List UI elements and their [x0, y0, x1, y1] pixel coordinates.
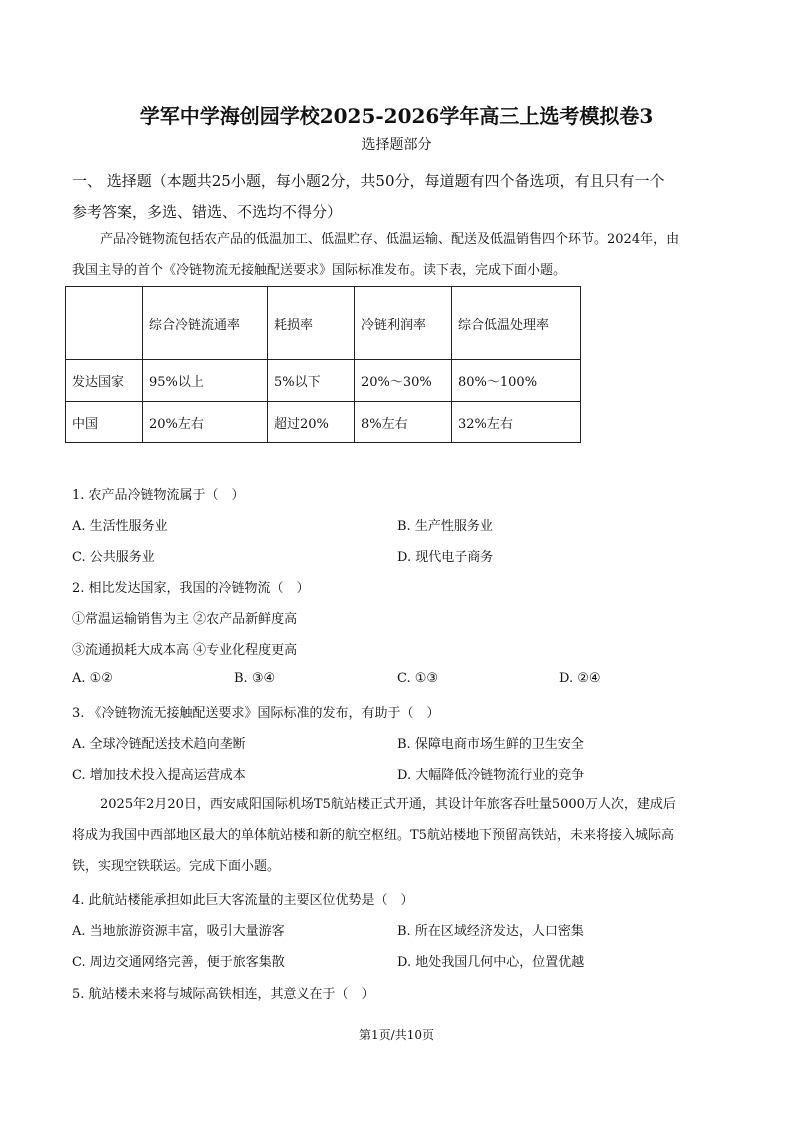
cold-chain-table	[65, 286, 581, 443]
section-heading-line-1: 一、 选择题（本题共25小题，每小题2分，共50分，每道题有四个备选项，有且只有一个	[72, 172, 665, 190]
question-2-option-d: D. ②④	[559, 671, 601, 686]
question-2-option-b: B. ③④	[234, 671, 276, 686]
question-3-option-b: B. 保障电商市场生鲜的卫生安全	[397, 737, 584, 752]
passage-airport	[72, 789, 724, 882]
passage-line: 2025年2月20日，西安咸阳国际机场T5航站楼正式开通，其设计年旅客吞吐量5000万人次，建成后	[100, 797, 676, 812]
table-row	[66, 360, 581, 402]
question-1-stem: 1. 农产品冷链物流属于（ ）	[72, 488, 245, 503]
table-cell: 中国	[66, 402, 143, 443]
table-cell: 80%～100%	[452, 360, 581, 402]
question-5-stem: 5. 航站楼未来将与城际高铁相连，其意义在于（ ）	[72, 987, 375, 1002]
question-2-option-c: C. ①③	[397, 671, 439, 686]
passage-line: 产品冷链物流包括农产品的低温加工、低温贮存、低温运输、配送及低温销售四个环节。2024年，由	[100, 232, 680, 247]
question-4-option-b: B. 所在区域经济发达，人口密集	[397, 924, 584, 939]
question-3-option-a: A. 全球冷链配送技术趋向垄断	[72, 737, 246, 752]
page-footer: 第1页/共10页	[359, 1028, 434, 1042]
question-4-option-d: D. 地处我国几何中心，位置优越	[397, 955, 585, 970]
table-cell: 20%左右	[143, 402, 268, 443]
table-cell: 5%以下	[268, 360, 355, 402]
passage-cold-chain	[72, 224, 724, 286]
question-1-option-d: D. 现代电子商务	[397, 550, 494, 565]
question-1-option-a: A. 生活性服务业	[72, 519, 168, 534]
table-header-cell: 冷链利润率	[355, 287, 452, 360]
section-heading	[72, 166, 732, 228]
question-2-stem: 2. 相比发达国家，我国的冷链物流（ ）	[72, 581, 310, 596]
section-subtitle: 选择题部分	[361, 137, 432, 153]
question-3-stem: 3. 《冷链物流无接触配送要求》国际标准的发布，有助于（ ）	[72, 706, 440, 721]
question-1-option-c: C. 公共服务业	[72, 550, 155, 565]
table-cell: 8%左右	[355, 402, 452, 443]
question-1-option-b: B. 生产性服务业	[397, 519, 493, 534]
table-cell: 95%以上	[143, 360, 268, 402]
question-4-stem: 4. 此航站楼能承担如此巨大客流量的主要区位优势是（ ）	[72, 893, 414, 908]
passage-line: 我国主导的首个《冷链物流无接触配送要求》国际标准发布。读下表，完成下面小题。	[72, 263, 567, 278]
question-3-option-d: D. 大幅降低冷链物流行业的竞争	[397, 768, 585, 783]
question-2-statements-2: ③流通损耗大成本高 ④专业化程度更高	[72, 643, 298, 658]
table-header-cell: 耗损率	[268, 287, 355, 360]
table-cell: 20%～30%	[355, 360, 452, 402]
passage-line: 铁，实现空铁联运。完成下面小题。	[72, 859, 281, 874]
section-heading-line-2: 参考答案，多选、错选、不选均不得分）	[72, 203, 343, 221]
question-2-statements-1: ①常温运输销售为主 ②农产品新鲜度高	[72, 612, 298, 627]
table-cell: 发达国家	[66, 360, 143, 402]
question-4-option-a: A. 当地旅游资源丰富，吸引大量游客	[72, 924, 285, 939]
question-2-option-a: A. ①②	[72, 671, 113, 686]
table-header-cell: 综合冷链流通率	[143, 287, 268, 360]
table-row	[66, 402, 581, 443]
question-4-option-c: C. 周边交通网络完善，便于旅客集散	[72, 955, 285, 970]
table-header-row	[66, 287, 581, 360]
page-title: 学军中学海创园学校2025-2026学年高三上选考模拟卷3	[139, 104, 654, 128]
table-cell: 32%左右	[452, 402, 581, 443]
passage-line: 将成为我国中西部地区最大的单体航站楼和新的航空枢纽。T5航站楼地下预留高铁站，未来将接入城际高	[72, 828, 674, 843]
table-header-cell: 综合低温处理率	[452, 287, 581, 360]
table-header-cell	[66, 287, 143, 360]
table-cell: 超过20%	[268, 402, 355, 443]
question-3-option-c: C. 增加技术投入提高运营成本	[72, 768, 246, 783]
